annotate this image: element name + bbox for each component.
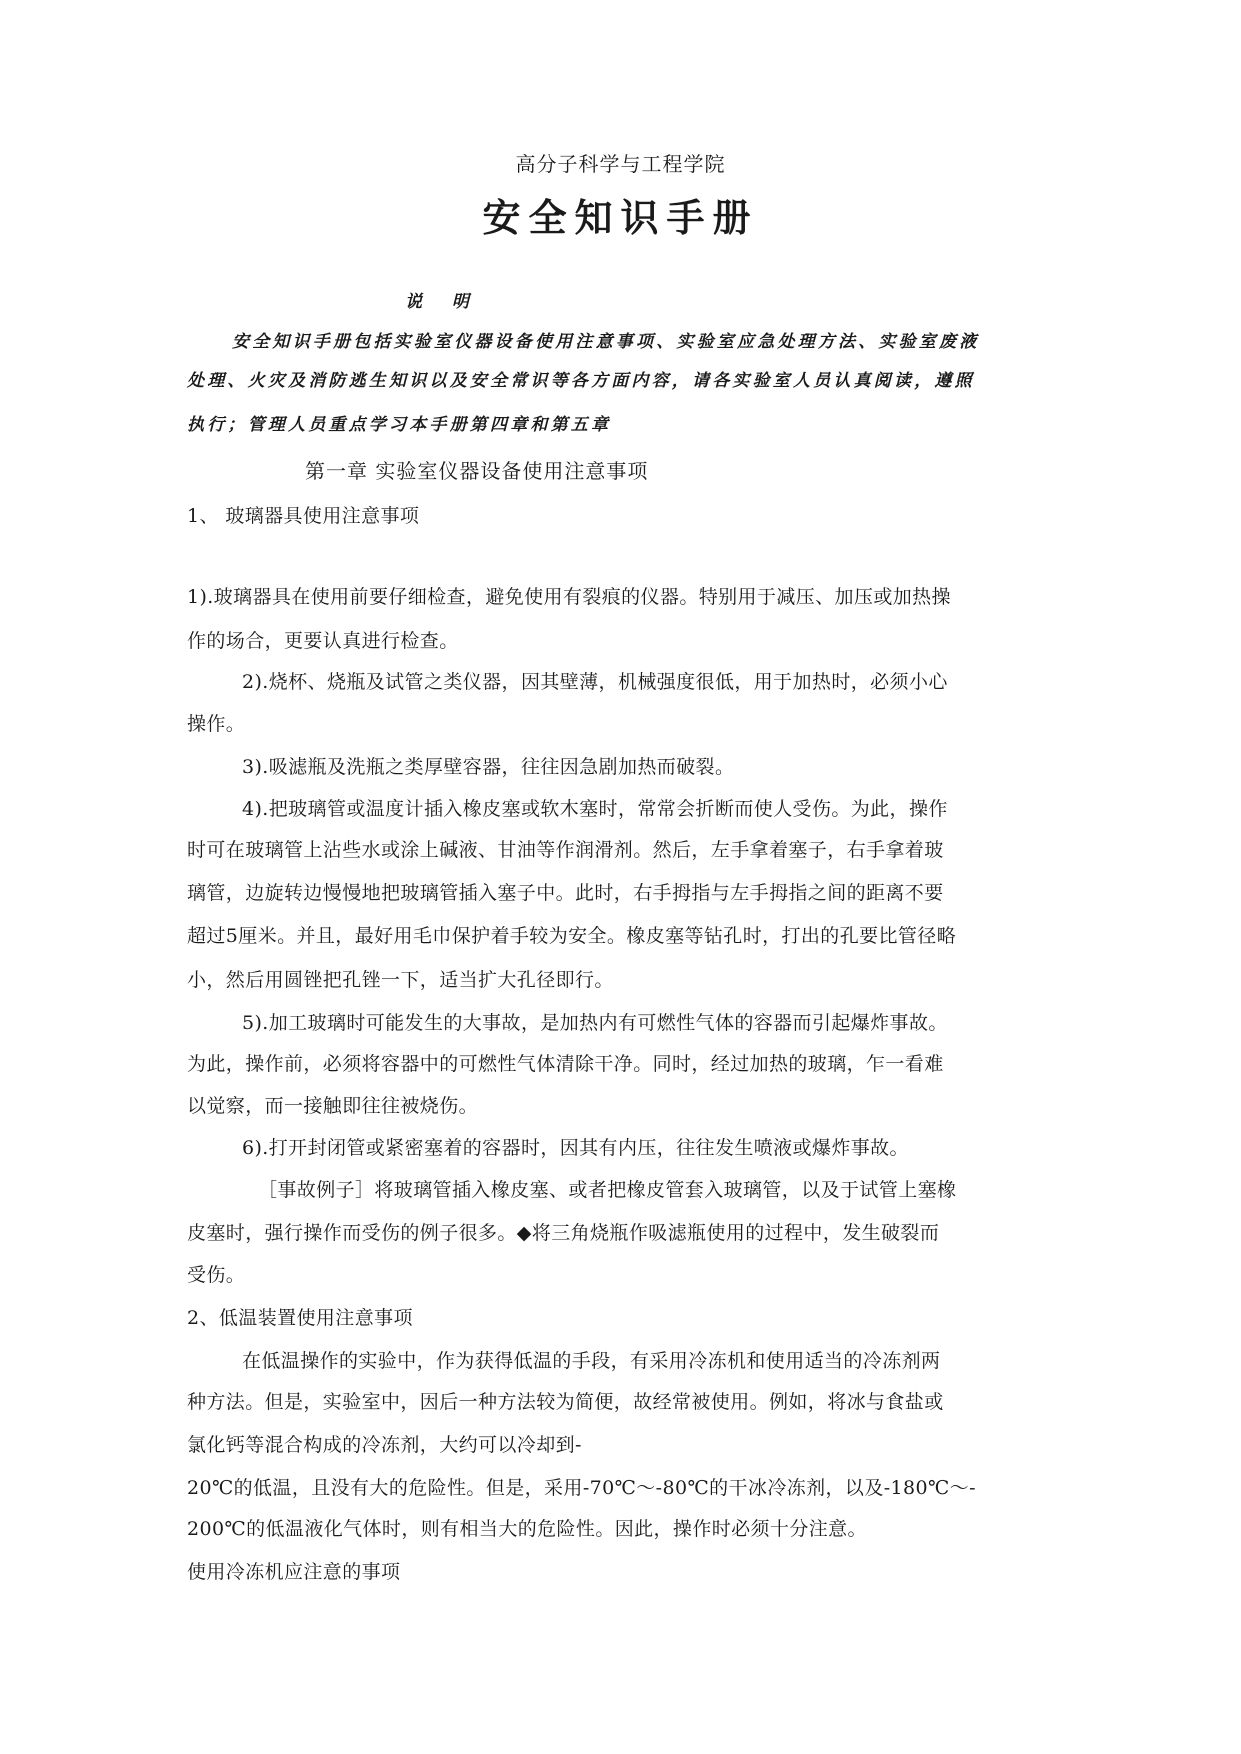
low-temp-line-4: 20℃的低温，且没有大的危险性。但是，采用-70℃～-80℃的干冰冷冻剂，以及-180℃～-	[187, 1477, 976, 1499]
subsection-heading-refrigerator: 使用冷冻机应注意的事项	[187, 1561, 401, 1583]
item-2-line-2: 操作。	[187, 713, 246, 735]
low-temp-line-1: 在低温操作的实验中，作为获得低温的手段，有采用冷冻机和使用适当的冷冻剂两	[242, 1350, 941, 1372]
accident-example-line-3: 受伤。	[187, 1264, 246, 1286]
item-4-line-1: 4).把玻璃管或温度计插入橡皮塞或软木塞时，常常会折断而使人受伤。为此，操作	[242, 798, 948, 820]
intro-heading: 说 明	[405, 292, 481, 312]
low-temp-line-3: 氯化钙等混合构成的冷冻剂，大约可以冷却到-	[187, 1434, 582, 1456]
accident-example-line-2: 皮塞时，强行操作而受伤的例子很多。◆将三角烧瓶作吸滤瓶使用的过程中，发生破裂而	[187, 1222, 940, 1244]
item-4-line-3: 璃管，边旋转边慢慢地把玻璃管插入塞子中。此时，右手拇指与左手拇指之间的距离不要	[187, 882, 944, 904]
accident-example-line-1: ［事故例子］将玻璃管插入橡皮塞、或者把橡皮管套入玻璃管，以及于试管上塞橡	[258, 1179, 957, 1201]
intro-line-3: 执行；管理人员重点学习本手册第四章和第五章	[187, 415, 612, 435]
low-temp-line-2: 种方法。但是，实验室中，因后一种方法较为简便，故经常被使用。例如，将冰与食盐或	[187, 1391, 944, 1413]
item-5-line-3: 以觉察，而一接触即往往被烧伤。	[187, 1095, 479, 1117]
item-4-line-5: 小，然后用圆锉把孔锉一下，适当扩大孔径即行。	[187, 969, 614, 991]
document-title: 安全知识手册	[482, 195, 759, 240]
intro-line-1: 安全知识手册包括实验室仪器设备使用注意事项、实验室应急处理方法、实验室废液	[232, 332, 980, 352]
item-3-line-1: 3).吸滤瓶及洗瓶之类厚壁容器，往往因急剧加热而破裂。	[242, 756, 735, 778]
item-5-line-1: 5).加工玻璃时可能发生的大事故，是加热内有可燃性气体的容器而引起爆炸事故。	[242, 1012, 948, 1034]
college-name: 高分子科学与工程学院	[515, 152, 726, 176]
section-heading-low-temperature: 2、低温装置使用注意事项	[187, 1307, 413, 1329]
item-4-line-4: 超过5厘米。并且，最好用毛巾保护着手较为安全。橡皮塞等钻孔时，打出的孔要比管径略	[187, 925, 957, 947]
item-4-line-2: 时可在玻璃管上沾些水或涂上碱液、甘油等作润滑剂。然后，左手拿着塞子，右手拿着玻	[187, 839, 944, 861]
item-1-line-2: 作的场合，更要认真进行检查。	[187, 630, 459, 652]
section-heading-glassware: 1、 玻璃器具使用注意事项	[187, 505, 420, 527]
item-2-line-1: 2).烧杯、烧瓶及试管之类仪器，因其壁薄，机械强度很低，用于加热时，必须小心	[242, 671, 948, 693]
item-5-line-2: 为此，操作前，必须将容器中的可燃性气体清除干净。同时，经过加热的玻璃，乍一看难	[187, 1053, 944, 1075]
chapter-title: 第一章 实验室仪器设备使用注意事项	[305, 459, 649, 483]
low-temp-line-5: 200℃的低温液化气体时，则有相当大的危险性。因此，操作时必须十分注意。	[187, 1518, 867, 1540]
item-1-line-1: 1).玻璃器具在使用前要仔细检查，避免使用有裂痕的仪器。特别用于减压、加压或加热操	[187, 586, 951, 608]
intro-line-2: 处理、火灾及消防逃生知识以及安全常识等各方面内容，请各实验室人员认真阅读，遵照	[187, 371, 975, 391]
item-6-line-1: 6).打开封闭管或紧密塞着的容器时，因其有内压，往往发生喷液或爆炸事故。	[242, 1137, 909, 1159]
